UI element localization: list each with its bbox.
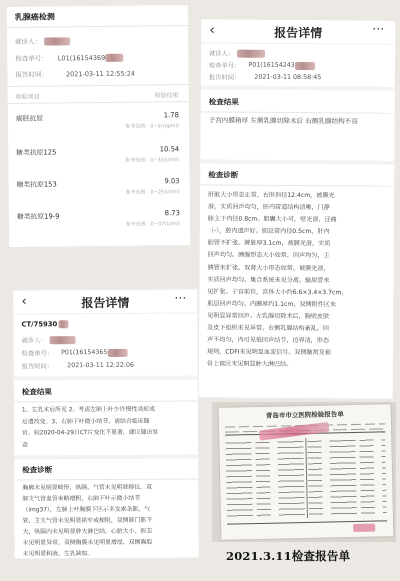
result-section-title: 检查结果 bbox=[21, 387, 52, 397]
time-value: 2021-03-11 08:58:45 bbox=[254, 73, 322, 82]
paper-title: 青岛市市立医院检验报告单 bbox=[265, 410, 344, 420]
row-value: 8.73 bbox=[164, 209, 180, 218]
number-label: 检查单号： bbox=[21, 350, 54, 358]
time-value: 2021-03-11 12:22:06 bbox=[67, 361, 135, 370]
row-value: 1.78 bbox=[163, 111, 179, 120]
result-row[interactable] bbox=[9, 173, 190, 209]
row-ref: 参考范围：0~5(ng/ml) bbox=[125, 123, 180, 130]
top-bar bbox=[13, 290, 197, 315]
time-value: 2021-03-11 12:55:24 bbox=[65, 69, 136, 78]
row-value: 10.54 bbox=[159, 145, 180, 154]
patient-label: 就诊人： bbox=[15, 37, 42, 46]
time-label: 报告时间： bbox=[208, 74, 241, 82]
row-name: 糖类抗原125 bbox=[16, 148, 57, 157]
paper-report-photo bbox=[212, 402, 396, 542]
page-title: 报告详情 bbox=[274, 25, 323, 41]
time-label: 报告时间： bbox=[21, 363, 54, 371]
diagnosis-text: 胸廓未见明显畸形，纵隔、气管未见明显移位。双 肺支气管血管束略增粗，右肺下叶示微小结节 （img37），左肺上叶胸膜下区示多发索条影，气 管、主支气管未见明显狭窄或梗阻，双侧肺门影不 大，纵隔内未见明显肿大淋巴结。心脏大小、形态 未见明显异常，双侧胸膜未见明显增厚，双侧胸腔 未见明显积液。左乳缺如。 bbox=[22, 484, 153, 558]
row-name: 糖类抗原19-9 bbox=[16, 212, 60, 221]
report-card-ultrasound bbox=[199, 19, 396, 398]
number-label: 检查单号： bbox=[208, 62, 241, 70]
result-row[interactable] bbox=[9, 205, 190, 241]
number-label: 检查单号： bbox=[15, 54, 48, 63]
result-row[interactable] bbox=[8, 141, 189, 177]
ct-id-prefix: CT/ bbox=[21, 320, 34, 329]
patient-label: 就诊人： bbox=[209, 50, 235, 58]
diagnosis-text: 肝脏大小形态正常，右肝斜径12.4cm，被膜光 滑，实质回声均匀，肝内管道结构清晰，门静 脉主干内径0.8cm。胆囊大小可，壁光滑，汪痛 （-），腔内透声好。胆总管内径0.5cm，肝内 胆管不扩张。脾脏厚3.1cm，被膜光滑，实质 回声均匀。胰腺形态大小如常，回声均匀，主 胰管未扩张。双肾大小形态如常，被膜光滑， 实质回声均匀。集合系统未见分离。输尿管未 见扩张。子宫前位，宫体大小约6.6×3.4×3.7cm， 肌层回声均匀。内膜厚约1.1cm，双侧附件区未 见明显异常回声。左乳腺切除术后，胸壁皮肤 及皮下组织未见异常。右侧乳腺结构紊乱，回 声不均匀，内可见低回声结节，边界清，形态 规则，CDFI未见明显血流信号。双侧腋窝及锁 骨上窝区未见明显肿大淋巴结。 bbox=[206, 191, 348, 369]
number-value: P01(16154365 bbox=[61, 348, 108, 357]
row-name: 糖类抗原153 bbox=[16, 180, 57, 189]
redacted-patient-name bbox=[50, 336, 76, 344]
row-ref: 参考范围：0~25(U/ml) bbox=[125, 189, 180, 196]
redacted-ct-id bbox=[58, 320, 68, 328]
more-icon[interactable]: ⋯ bbox=[372, 21, 386, 36]
number-value: P01(16154243 bbox=[248, 61, 295, 69]
redacted-number bbox=[295, 61, 315, 69]
back-arrow-icon[interactable]: ‹ bbox=[209, 22, 215, 39]
page-title: 报告详情 bbox=[81, 295, 130, 311]
paper-sheet bbox=[219, 404, 394, 540]
patient-label: 就诊人： bbox=[21, 337, 47, 345]
top-bar bbox=[201, 19, 395, 44]
redacted-number bbox=[107, 348, 127, 356]
result-text: 1、左乳术后所见 2、考虑左肺上叶少许慢性炎症或 后遗改变。3、右肺下叶微小结节，请结合临床随 访。较2020-04-29日CT片变化不显著，建议随访复 查 bbox=[21, 406, 159, 448]
diagnosis-section-title: 检查诊断 bbox=[208, 170, 239, 180]
result-text: 子宫内膜稍厚 左侧乳腺切除术后 右侧乳腺结构不良 bbox=[208, 116, 358, 126]
redacted-patient-name bbox=[237, 49, 265, 57]
result-section-title: 检查结果 bbox=[208, 97, 239, 107]
number-value: L01(16154369 bbox=[57, 53, 106, 62]
back-arrow-icon[interactable]: ‹ bbox=[21, 293, 28, 310]
result-row[interactable] bbox=[8, 107, 189, 143]
row-name: 癌胚抗原 bbox=[15, 114, 44, 123]
report-card-ct bbox=[13, 290, 198, 559]
time-label: 报告时间： bbox=[15, 70, 49, 79]
card-title: 乳腺癌检测 bbox=[14, 12, 55, 22]
redacted-patient-name bbox=[44, 37, 70, 45]
ct-id-value: 75930 bbox=[33, 320, 58, 329]
photo-caption: 2021.3.11检查报告单 bbox=[226, 549, 351, 563]
col-item-header: 检验项目 bbox=[15, 93, 40, 101]
redacted-number bbox=[105, 53, 123, 61]
report-card-tumor-markers bbox=[7, 5, 191, 247]
diagnosis-section-title: 检查诊断 bbox=[22, 465, 53, 475]
col-result-header: 检验结果 bbox=[154, 92, 179, 100]
more-icon[interactable]: ⋯ bbox=[174, 290, 188, 305]
row-ref: 参考范围：0~35(U/ml) bbox=[125, 157, 180, 164]
row-value: 9.03 bbox=[164, 177, 180, 186]
paper-footer-stamp bbox=[353, 524, 375, 532]
row-ref: 参考范围：0~37(U/ml) bbox=[125, 221, 181, 228]
